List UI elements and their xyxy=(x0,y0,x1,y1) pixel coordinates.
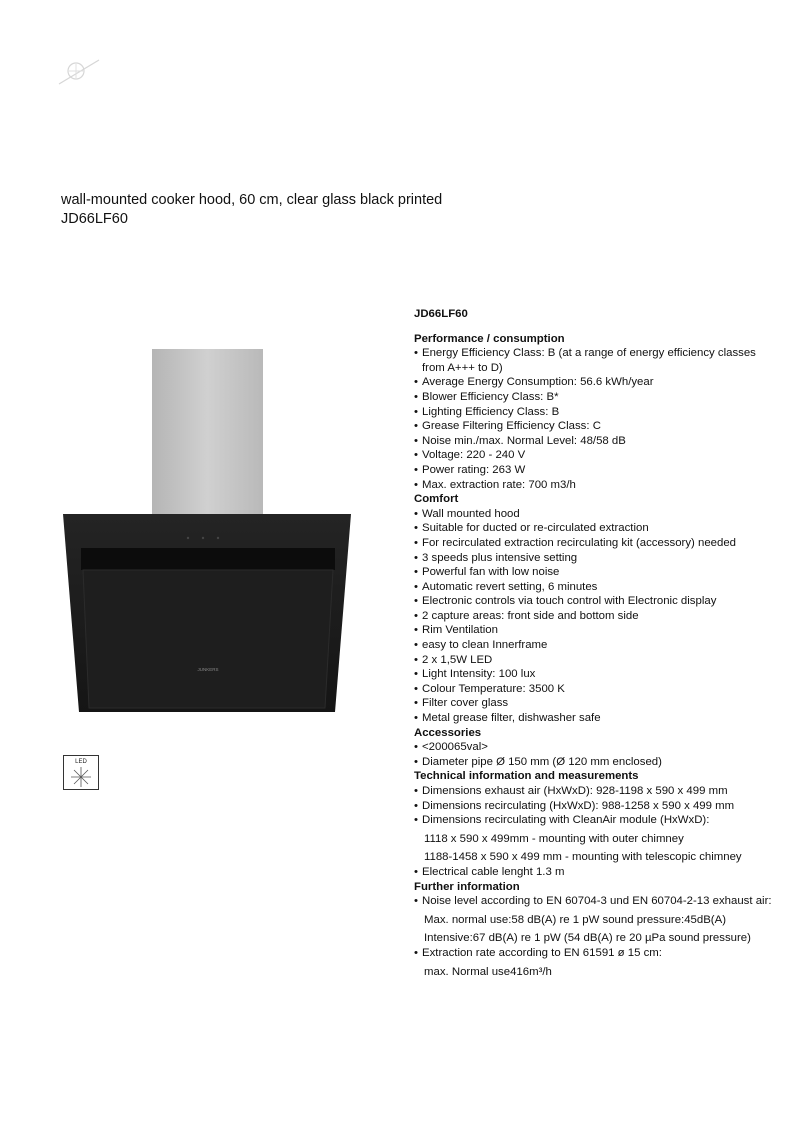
section-heading: Accessories xyxy=(414,726,482,739)
spec-item xyxy=(414,478,774,493)
product-title: wall-mounted cooker hood, 60 cm, clear glass black printed xyxy=(61,192,443,208)
spec-item xyxy=(414,375,774,390)
spec-subitem: max. Normal use416m³/h xyxy=(424,965,552,978)
spec-item xyxy=(414,682,774,697)
product-model: JD66LF60 xyxy=(61,211,128,227)
spec-item xyxy=(414,565,774,580)
spec-item xyxy=(414,507,774,522)
spec-item-text: Suitable for ducted or re-circulated extraction xyxy=(422,522,649,535)
spec-item xyxy=(414,463,774,478)
section-heading: Performance / consumption xyxy=(414,332,565,345)
spec-item-text: Automatic revert setting, 6 minutes xyxy=(422,580,598,593)
spec-item-text: Max. extraction rate: 700 m3/h xyxy=(422,478,576,491)
spec-section xyxy=(414,332,774,493)
spec-item xyxy=(414,623,774,638)
spec-item-text: Light Intensity: 100 lux xyxy=(422,668,536,681)
spec-item-text: 3 speeds plus intensive setting xyxy=(422,551,578,564)
spec-item-text: Colour Temperature: 3500 K xyxy=(422,682,565,695)
spec-item xyxy=(414,784,774,799)
section-heading: Technical information and measurements xyxy=(414,770,639,783)
spec-item-text: Powerful fan with low noise xyxy=(422,566,560,579)
spec-item xyxy=(414,755,774,770)
led-light-icon xyxy=(71,767,91,787)
spec-model: JD66LF60 xyxy=(414,308,468,320)
spec-item xyxy=(414,667,774,682)
spec-item-text: Electrical cable lenght 1.3 m xyxy=(422,865,565,878)
brand-text: JUNKERS xyxy=(197,667,219,672)
spec-item xyxy=(414,609,774,624)
spec-item xyxy=(414,696,774,711)
spec-item-text: Noise level according to EN 60704-3 und EN 60704-2-13 exhaust air: xyxy=(422,895,772,908)
spec-item xyxy=(414,638,774,653)
spec-item-text: Rim Ventilation xyxy=(422,624,498,637)
led-badge xyxy=(63,755,99,790)
spec-item xyxy=(414,536,774,551)
spec-item-text: 2 capture areas: front side and bottom side xyxy=(422,609,639,622)
spec-item xyxy=(414,711,774,726)
spec-item xyxy=(414,448,774,463)
spec-item-text: Noise min./max. Normal Level: 48/58 dB xyxy=(422,434,626,447)
spec-item-text: Dimensions recirculating (HxWxD): 988-1258 x 590 x 499 mm xyxy=(422,799,735,812)
spec-item xyxy=(414,405,774,420)
spec-item-text: Grease Filtering Efficiency Class: C xyxy=(422,420,601,433)
spec-item xyxy=(414,799,774,814)
spec-list xyxy=(414,784,774,880)
spec-item-text: Wall mounted hood xyxy=(422,507,520,520)
spec-list xyxy=(414,507,774,726)
spec-item-text: Blower Efficiency Class: B* xyxy=(422,390,559,403)
spec-item xyxy=(414,865,774,880)
spec-subitem: Max. normal use:58 dB(A) re 1 pW sound pressure:45dB(A) xyxy=(424,913,726,926)
product-image xyxy=(63,348,351,713)
spec-item-text: Power rating: 263 W xyxy=(422,463,526,476)
spec-subitem: Intensive:67 dB(A) re 1 pW (54 dB(A) re 20 µPa sound pressure) xyxy=(424,932,751,945)
spec-item xyxy=(414,594,774,609)
spec-item-text: Filter cover glass xyxy=(422,697,509,710)
spec-item xyxy=(414,419,774,434)
spec-item-text: <200065val> xyxy=(422,741,488,754)
spec-subitem: 1188-1458 x 590 x 499 mm - mounting with telescopic chimney xyxy=(424,851,742,864)
spec-item-text: Electronic controls via touch control with Electronic display xyxy=(422,595,717,608)
spec-item-text: Dimensions exhaust air (HxWxD): 928-1198 x 590 x 499 mm xyxy=(422,785,728,797)
spec-item xyxy=(414,521,774,536)
led-label: LED xyxy=(75,759,87,765)
section-heading: Further information xyxy=(414,880,520,893)
spec-list xyxy=(414,740,774,769)
spec-list xyxy=(414,894,774,979)
brand-logo-icon xyxy=(57,57,101,87)
spec-item xyxy=(414,946,774,979)
spec-item xyxy=(414,551,774,566)
spec-item xyxy=(414,580,774,595)
spec-section xyxy=(414,880,774,980)
spec-item-text: Average Energy Consumption: 56.6 kWh/year xyxy=(422,376,654,389)
spec-item xyxy=(414,813,774,865)
spec-section xyxy=(414,492,774,726)
spec-item xyxy=(414,346,774,375)
spec-item-text: Voltage: 220 - 240 V xyxy=(422,449,526,462)
spec-item-text: Metal grease filter, dishwasher safe xyxy=(422,712,601,725)
spec-item-text: Energy Efficiency Class: B (at a range of energy efficiency classes from A+++ to D) xyxy=(422,347,756,374)
spec-item xyxy=(414,894,774,946)
hood-front-panel xyxy=(83,570,333,708)
spec-item xyxy=(414,740,774,755)
spec-list xyxy=(414,346,774,492)
spec-item-text: Lighting Efficiency Class: B xyxy=(422,405,560,418)
spec-subitem: 1118 x 590 x 499mm - mounting with outer chimney xyxy=(424,832,684,845)
spec-section xyxy=(414,726,774,770)
chimney xyxy=(152,349,263,514)
spec-item-text: Extraction rate according to EN 61591 ø 15 cm: xyxy=(422,946,662,959)
spec-section xyxy=(414,769,774,879)
spec-item-text: 2 x 1,5W LED xyxy=(422,653,493,666)
spec-item-text: easy to clean Innerframe xyxy=(422,639,548,652)
spec-item-text: For recirculated extraction recirculating kit (accessory) needed xyxy=(422,536,737,549)
spec-panel xyxy=(414,307,774,979)
spec-item-text: Diameter pipe Ø 150 mm (Ø 120 mm enclosed) xyxy=(422,755,662,768)
spec-item-text: Dimensions recirculating with CleanAir module (HxWxD): xyxy=(422,814,710,827)
spec-item xyxy=(414,653,774,668)
section-heading: Comfort xyxy=(414,493,459,506)
spec-item xyxy=(414,434,774,449)
spec-item xyxy=(414,390,774,405)
